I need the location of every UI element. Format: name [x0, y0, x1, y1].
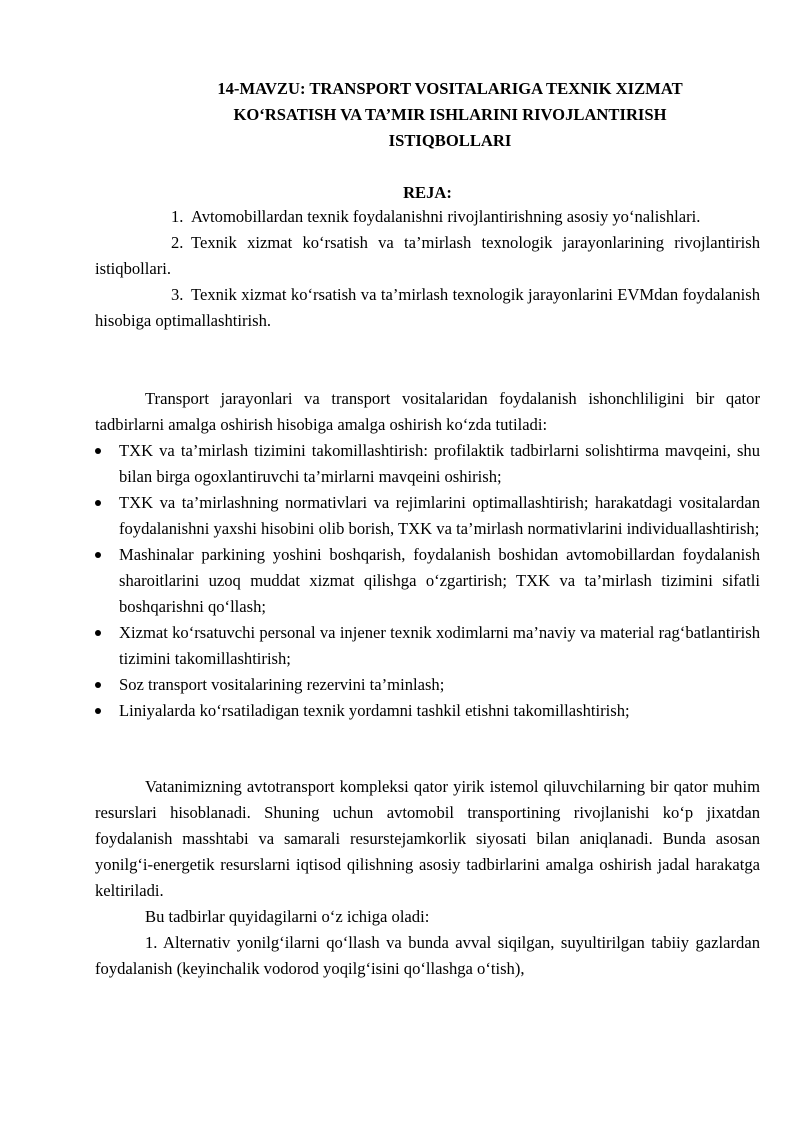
bullet-icon [95, 552, 101, 558]
intro-section [95, 386, 760, 724]
bullet-icon [95, 500, 101, 506]
list-item [95, 438, 760, 490]
main-section [95, 774, 760, 982]
list-item-text: Liniyalarda ko‘rsatiladigan texnik yordamni tashkil etishni takomillashtirish; [119, 701, 630, 720]
list-item-text: Soz transport vositalarining rezervini ta’minlash; [119, 675, 445, 694]
list-item-text: Mashinalar parkining yoshini boshqarish, foydalanish boshidan avtomobillardan foydalanish sharoitlarini uzoq muddat xizmat qilishga o‘zgartirish; TXK va ta’mirlash tizimini sifatli boshqarishni qo‘llash; [119, 545, 760, 616]
plan-item-text: Texnik xizmat ko‘rsatish va ta’mirlash texnologik jarayonlarini EVMdan foydalanish hisobiga optimallashtirish. [95, 285, 760, 330]
list-item [95, 698, 760, 724]
plan-item-number: 3. [171, 285, 184, 304]
list-item [95, 490, 760, 542]
plan-item-text: Avtomobillardan texnik foydalanishni rivojlantirishning asosiy yo‘nalishlari. [191, 207, 701, 226]
measures-list [95, 438, 760, 724]
document-title [150, 76, 750, 154]
paragraph: Bu tadbirlar quyidagilarni o‘z ichiga oladi: [145, 907, 430, 926]
bullet-icon [95, 630, 101, 636]
paragraph: Vatanimizning avtotransport kompleksi qator yirik istemol qiluvchilarning bir qator muhim resurslari hisoblanadi. Shuning uchun avtomobil transportining rivojlanishi ko‘p jixatdan foydalanish masshtabi va samarali resurstejamkorlik siyosati bilan aniqlanadi. Bunda asosan yonilg‘i-energetik resurslarni iqtisod qilishning asosiy tadbirlarini amalga oshirish jadal harakatga keltiriladi. [95, 777, 760, 900]
bullet-icon [95, 708, 101, 714]
plan-item-text: Texnik xizmat ko‘rsatish va ta’mirlash texnologik jarayonlarining rivojlantirish istiqbollari. [95, 233, 760, 278]
bullet-icon [95, 682, 101, 688]
title-line-3: ISTIQBOLLARI [388, 131, 512, 150]
plan-list [95, 204, 760, 334]
intro-paragraph: Transport jarayonlari va transport vositalaridan foydalanish ishonchliligini bir qator tadbirlarni amalga oshirish hisobiga amalga oshirish ko‘zda tutiladi: [95, 389, 760, 434]
plan-item [95, 204, 760, 230]
title-line-1: 14-MAVZU: TRANSPORT VOSITALARIGA TEXNIK XIZMAT [217, 79, 683, 98]
list-item [95, 620, 760, 672]
list-item [95, 672, 760, 698]
plan-heading: REJA: [403, 183, 452, 202]
plan-item [95, 282, 760, 334]
paragraph: 1. Alternativ yonilg‘ilarni qo‘llash va bunda avval siqilgan, suyultirilgan tabiiy gazlardan foydalanish (keyinchalik vodorod yoqilg‘isini qo‘llashga o‘tish), [95, 933, 760, 978]
list-item-text: TXK va ta’mirlash tizimini takomillashtirish: profilaktik tadbirlarni solishtirma mavqeini, shu bilan birga ogoxlantiruvchi ta’mirlarni mavqeini oshirish; [119, 441, 760, 486]
list-item-text: TXK va ta’mirlashning normativlari va rejimlarini optimallashtirish; harakatdagi vositalardan foydalanishni yaxshi hisobini olib borish, TXK va ta’mirlash normativlarini individuallashtirish; [119, 493, 760, 538]
title-line-2: KO‘RSATISH VA TA’MIR ISHLARINI RIVOJLANTIRISH [233, 105, 667, 124]
bullet-icon [95, 448, 101, 454]
plan-item-number: 1. [171, 207, 184, 226]
plan-item-number: 2. [171, 233, 184, 252]
plan-item [95, 230, 760, 282]
list-item-text: Xizmat ko‘rsatuvchi personal va injener texnik xodimlarni ma’naviy va material rag‘batlantirish tizimini takomillashtirish; [119, 623, 760, 668]
list-item [95, 542, 760, 620]
